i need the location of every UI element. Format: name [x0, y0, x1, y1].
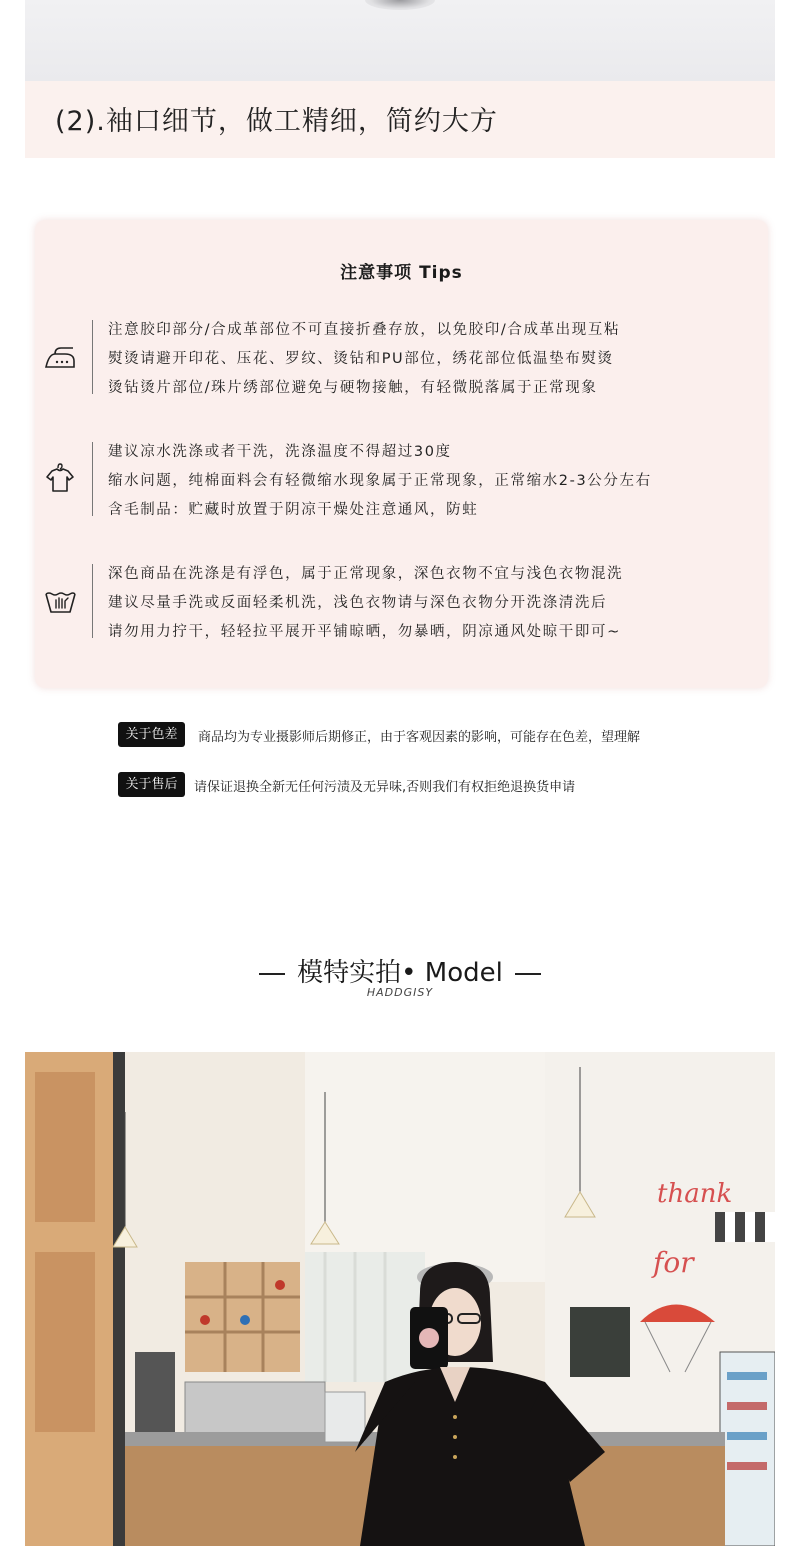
- product-shadow: [365, 0, 435, 10]
- tip-line: 烫钻烫片部位/珠片绣部位避免与硬物接触，有轻微脱落属于正常现象: [108, 380, 598, 396]
- detail-caption: (2).袖口细节，做工精细，简约大方: [55, 106, 498, 137]
- notice-badge: 关于售后: [118, 772, 185, 797]
- tip-line: 缩水问题，纯棉面料会有轻微缩水现象属于正常现象，正常缩水2-3公分左右: [108, 473, 652, 489]
- model-section-heading: [0, 952, 800, 989]
- product-detail-photo: [25, 0, 775, 81]
- model-photo: [25, 1052, 775, 1546]
- wall-script-for: for: [653, 1246, 694, 1279]
- iron-icon: [43, 340, 77, 374]
- tip-line: 请勿用力拧干，轻轻拉平展开平铺晾晒，勿暴晒，阴凉通风处晾干即可~: [108, 624, 621, 640]
- tip-divider: [92, 564, 93, 638]
- tip-divider: [92, 320, 93, 394]
- tip-line: 含毛制品：贮藏时放置于阴凉干燥处注意通风，防蛀: [108, 502, 479, 518]
- notice-text: 请保证退换全新无任何污渍及无异味,否则我们有权拒绝退换货申请: [194, 780, 576, 795]
- tip-divider: [92, 442, 93, 516]
- tip-line: 深色商品在洗涤是有浮色，属于正常现象，深色衣物不宜与浅色衣物混洗: [108, 566, 624, 582]
- wall-script-thank: thank: [657, 1179, 733, 1209]
- tip-line: 建议尽量手洗或反面轻柔机洗，浅色衣物请与深色衣物分开洗涤清洗后: [108, 595, 608, 611]
- shirt-hanger-icon: [43, 460, 77, 494]
- care-tips-card: [35, 220, 768, 688]
- tip-line: 熨烫请避开印花、压花、罗纹、烫钻和PU部位，绣花部位低温垫布熨烫: [108, 351, 614, 367]
- tip-line: 建议凉水洗涤或者干洗，洗涤温度不得超过30度: [108, 444, 452, 460]
- tip-line: 注意胶印部分/合成革部位不可直接折叠存放，以免胶印/合成革出现互粘: [108, 322, 621, 338]
- heading-dash-right: [515, 973, 541, 975]
- model-photo-scene: [25, 1052, 775, 1546]
- tips-title: 注意事项 Tips: [340, 263, 463, 283]
- notice-text: 商品均为专业摄影师后期修正，由于客观因素的影响，可能存在色差，望理解: [198, 730, 641, 745]
- model-section-title: 模特实拍• Model: [297, 958, 503, 988]
- notice-badge: 关于色差: [118, 722, 185, 747]
- brand-subtitle: HADDGISY: [366, 986, 434, 999]
- detail-caption-band: [25, 81, 775, 158]
- heading-dash-left: [259, 973, 285, 975]
- hand-wash-icon: [43, 582, 77, 616]
